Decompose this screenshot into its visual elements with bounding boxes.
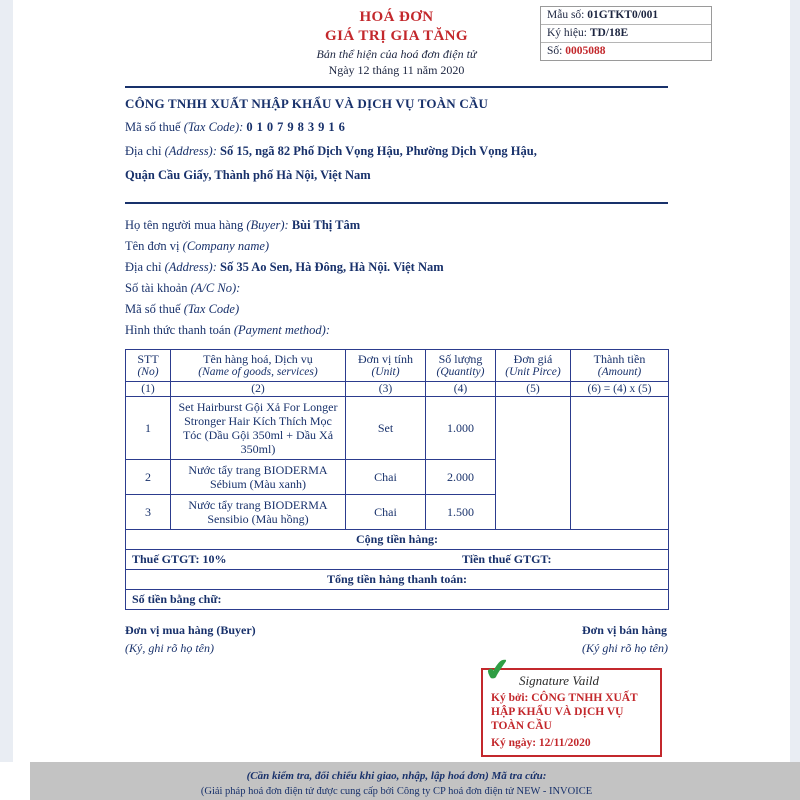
buyer-section [125, 204, 668, 341]
total-label: Tổng tiền hàng thanh toán: [126, 570, 669, 590]
column-number-row [126, 382, 669, 397]
buyer-address-label-en: (Address): [164, 260, 217, 274]
buyer-signature-subtitle: (Ký, ghi rõ họ tên) [125, 641, 214, 655]
serial-value: TD/18E [589, 27, 629, 39]
buyer-address-label: Địa chỉ [125, 260, 162, 274]
cell-unit: Chai [346, 460, 426, 495]
invoice-meta-box [540, 6, 712, 61]
form-number-value: 01GTKT0/001 [587, 9, 659, 21]
col-header-goods [171, 350, 346, 382]
signature-valid-text: Signature Vaild [519, 673, 600, 688]
col-header-unit-vi: Đơn vị tính [357, 352, 413, 366]
vat-row [126, 550, 669, 570]
cell-unit-price-empty [496, 397, 571, 530]
col-header-amount-vi: Thành tiền [593, 352, 646, 366]
col-header-stt-vi: STT [137, 352, 159, 366]
cell-no: 3 [126, 495, 171, 530]
electronic-invoice-note: Bản thể hiện của hoá đơn điện tử [316, 47, 477, 61]
buyer-payment-label: Hình thức thanh toán [125, 323, 231, 337]
col-header-unit-price-en: (Unit Pirce) [505, 366, 561, 378]
digital-signature-stamp [481, 652, 662, 757]
cell-quantity: 1.000 [426, 397, 496, 460]
seller-address-line-1 [125, 143, 668, 160]
col-header-quantity-vi: Số lượng [438, 352, 483, 366]
signed-date-text: Ký ngày: 12/11/2020 [491, 737, 591, 749]
col-header-unit-en: (Unit) [371, 366, 400, 378]
signature-valid-check-icon: ✔ [483, 652, 512, 689]
seller-signature-title: Đơn vị bán hàng [582, 623, 668, 637]
page-edge-left [0, 0, 13, 762]
footer-provider-note: (Giải pháp hoá đơn điện tử được cung cấp bởi Công ty CP hoá đơn điện tử NEW - INVOICE [200, 786, 593, 797]
serial-row [541, 25, 711, 43]
col-num-1: (1) [126, 382, 171, 397]
buyer-account-label: Số tài khoản [125, 281, 188, 295]
seller-address-line-2: Quận Cầu Giấy, Thành phố Hà Nội, Việt Nam [125, 168, 371, 182]
buyer-address-line [125, 259, 668, 276]
table-header-row [126, 350, 669, 382]
cell-quantity: 1.500 [426, 495, 496, 530]
total-row [126, 570, 669, 590]
buyer-signature-title: Đơn vị mua hàng (Buyer) [125, 623, 256, 637]
col-num-4: (4) [426, 382, 496, 397]
buyer-payment-label-en: (Payment method): [233, 323, 330, 337]
col-num-5: (5) [496, 382, 571, 397]
vat-amount-label: Tiền thuế GTGT: [346, 550, 669, 570]
seller-address-label-en: (Address): [164, 144, 217, 158]
seller-tax-label-en: (Tax Code): [183, 120, 244, 134]
invoice-number-label: Số: [547, 45, 563, 57]
cell-no: 2 [126, 460, 171, 495]
invoice-footer [125, 769, 668, 799]
buyer-company-line [125, 238, 668, 255]
col-header-amount [571, 350, 669, 382]
items-table [125, 349, 669, 610]
cell-goods-name: Nước tẩy trang BIODERMA Sensibio (Màu hồng) [171, 495, 346, 530]
signature-section [125, 623, 668, 656]
buyer-signature-block [125, 623, 256, 656]
buyer-tax-label-en: (Tax Code) [183, 302, 240, 316]
seller-section [125, 88, 668, 196]
buyer-tax-line [125, 301, 668, 318]
invoice-title: HOÁ ĐƠN [359, 9, 434, 25]
seller-address-label: Địa chỉ [125, 144, 162, 158]
seller-signature-subtitle: (Ký ghi rõ họ tên) [582, 641, 668, 655]
seller-tax-label: Mã số thuế [125, 120, 181, 134]
form-number-row [541, 7, 711, 25]
col-header-quantity [426, 350, 496, 382]
col-header-goods-vi: Tên hàng hoá, Dịch vụ [203, 352, 313, 366]
cell-goods-name: Nước tẩy trang BIODERMA Sébium (Màu xanh) [171, 460, 346, 495]
amount-in-words-row [126, 590, 669, 610]
seller-tax-code: 0107983916 [246, 120, 349, 134]
buyer-name-label-en: (Buyer): [246, 218, 289, 232]
seller-tax-line [125, 119, 668, 136]
buyer-tax-label: Mã số thuế [125, 302, 181, 316]
cell-unit: Chai [346, 495, 426, 530]
seller-signature-block [582, 623, 668, 656]
col-num-6: (6) = (4) x (5) [571, 382, 669, 397]
amount-in-words-label: Số tiền bằng chữ: [126, 590, 669, 610]
buyer-company-label: Tên đơn vị [125, 239, 180, 253]
invoice-header [125, 6, 668, 80]
col-header-quantity-en: (Quantity) [436, 366, 485, 378]
buyer-name-value: Bùi Thị Tâm [291, 218, 361, 232]
invoice-type-title: GIÁ TRỊ GIA TĂNG [325, 28, 468, 44]
buyer-name-label: Họ tên người mua hàng [125, 218, 244, 232]
cell-quantity: 2.000 [426, 460, 496, 495]
form-number-label: Mẫu số: [547, 9, 585, 21]
col-header-unit-price [496, 350, 571, 382]
col-header-amount-en: (Amount) [597, 366, 642, 378]
invoice-number-row [541, 43, 711, 60]
footer-check-note: (Cần kiểm tra, đối chiếu khi giao, nhập, lập hoá đơn) Mã tra cứu: [246, 770, 547, 782]
col-header-unit-price-vi: Đơn giá [513, 352, 553, 366]
serial-label: Ký hiệu: [547, 27, 587, 39]
seller-company-name: CÔNG TNHH XUẤT NHẬP KHẨU VÀ DỊCH VỤ TOÀN CẦU [125, 96, 489, 111]
subtotal-label: Cộng tiền hàng: [126, 530, 669, 550]
col-header-unit [346, 350, 426, 382]
invoice-number-value: 0005088 [565, 45, 606, 57]
buyer-account-label-en: (A/C No): [190, 281, 241, 295]
col-header-stt-en: (No) [137, 366, 159, 378]
page-edge-right [790, 0, 800, 762]
signed-by-text: Ký bởi: CÔNG TNHH XUẤT HẬP KHẨU VÀ DỊCH VỤ TOÀN CẦU [491, 692, 638, 732]
col-num-3: (3) [346, 382, 426, 397]
subtotal-row [126, 530, 669, 550]
cell-no: 1 [126, 397, 171, 460]
invoice-content [125, 6, 668, 799]
col-header-stt [126, 350, 171, 382]
buyer-company-label-en: (Company name) [182, 239, 270, 253]
buyer-account-line [125, 280, 668, 297]
cell-goods-name: Set Hairburst Gội Xả For Longer Stronger Hair Kích Thích Mọc Tóc (Dầu Gội 350ml + Dầu Xả 350ml) [171, 397, 346, 460]
cell-amount-empty [571, 397, 669, 530]
table-row [126, 397, 669, 460]
buyer-payment-line [125, 322, 668, 339]
invoice-date: Ngày 12 tháng 11 năm 2020 [328, 63, 465, 77]
col-num-2: (2) [171, 382, 346, 397]
seller-address-value-1: Số 15, ngã 82 Phố Dịch Vọng Hậu, Phường Dịch Vọng Hậu, [220, 144, 537, 158]
cell-unit: Set [346, 397, 426, 460]
vat-rate-label: Thuế GTGT: 10% [126, 550, 346, 570]
col-header-goods-en: (Name of goods, services) [198, 366, 318, 378]
buyer-address-value: Số 35 Ao Sen, Hà Đông, Hà Nội. Việt Nam [220, 260, 444, 274]
buyer-name-line [125, 217, 668, 234]
